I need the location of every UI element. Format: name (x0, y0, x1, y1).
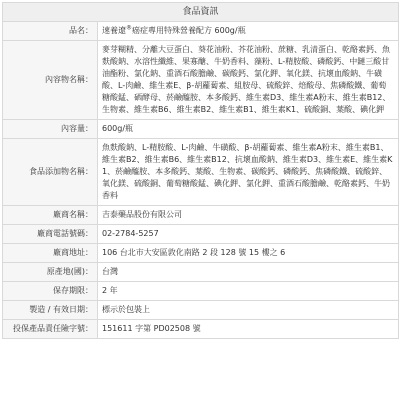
address-label: 廠商地址： (3, 244, 98, 263)
address-value: 106 台北市大安區敦化南路 2 段 128 號 15 樓之 6 (98, 244, 399, 263)
info-row-manufacturer (3, 206, 399, 225)
liability-insurance-label-text: 投保產品責任險字號 (13, 324, 85, 333)
info-row-net-weight (3, 120, 399, 139)
table-header-row (3, 3, 399, 22)
shelf-life-label-text: 保存期限 (53, 286, 85, 295)
phone-value: 02-2784-5257 (98, 225, 399, 244)
contents-value: 麥芽糊精、分離大豆蛋白、葵花油粉、芥花油粉、蔗糖、乳清蛋白、乾酪素鈣、魚麩酸鈉、水溶性纖維、果寡醣、牛奶香料、藻粉、L-精胺酸、磷酸鈣、中鏈三酸甘油酯粉、氯化鈉、重酒石酸膽鹼、碳酸鈣、氯化鉀、氧化鎂、抗壞血酸鈉、牛磺酸、L-肉鹼、維生素E、β-胡蘿蔔素、組胺母、硫酸鋅、焙酸母、焦磷酸鐵、葡萄糖酸錳、硒酵母、菸鹼醯胺、本多酸鈣、維生素D3、維生素A粉末、維生素B12、生物素、維生素B6、維生素B2、維生素B1、維生素K1、硫酸銅、葉酸、碘化鉀 (98, 41, 399, 120)
product-name-value (98, 22, 399, 41)
origin-label: 原產地(國)： (3, 263, 98, 282)
origin-label-text: 原產地(國) (46, 267, 85, 276)
contents-label: 內容物名稱： (3, 41, 98, 120)
address-label-text: 廠商地址 (53, 248, 85, 257)
info-row-liability-insurance (3, 320, 399, 339)
expiry-label: 製造 / 有效日期： (3, 301, 98, 320)
info-row-expiry (3, 301, 399, 320)
liability-insurance-value: 151611 字第 PD02508 號 (98, 320, 399, 339)
additives-label-text: 食品添加物名稱 (29, 167, 85, 176)
product-name-label: 品名： (3, 22, 98, 41)
additives-value: 魚麩酸鈉、L-精胺酸、L-肉鹼、牛磺酸、β-胡蘿蔔素、維生素A粉末、維生素B1、維生素B2、維生素B6、維生素B12、抗壞血酸鈉、維生素D3、維生素E、維生素K1、菸鹼醯胺、本多酸鈣、葉酸、生物素、碳酸鈣、磷酸鈣、焦磷酸鐵、硫酸鋅、氧化鎂、硫酸銅、葡萄糖酸錳、碘化鉀、氯化鉀、重酒石酸膽鹼、乾酪素鈣、牛奶香料 (98, 139, 399, 206)
phone-label: 廠商電話號碼： (3, 225, 98, 244)
shelf-life-label: 保存期限： (3, 282, 98, 301)
contents-label-text: 內容物名稱 (45, 75, 85, 84)
food-info-table (2, 2, 399, 339)
manufacturer-label: 廠商名稱： (3, 206, 98, 225)
info-row-shelf-life (3, 282, 399, 301)
info-row-phone (3, 225, 399, 244)
info-row-contents (3, 41, 399, 120)
net-weight-label-text: 內容量 (61, 124, 85, 133)
manufacturer-value: 吉泰藥品股份有限公司 (98, 206, 399, 225)
liability-insurance-label: 投保產品責任險字號： (3, 320, 98, 339)
info-rows (3, 41, 399, 339)
info-row-address (3, 244, 399, 263)
product-name-prefix: 速養遼 (102, 26, 126, 35)
phone-label-text: 廠商電話號碼 (37, 229, 85, 238)
net-weight-value: 600g/瓶 (98, 120, 399, 139)
additives-label: 食品添加物名稱： (3, 139, 98, 206)
registered-mark: ® (126, 24, 132, 32)
expiry-value: 標示於包裝上 (98, 301, 399, 320)
origin-value: 台灣 (98, 263, 399, 282)
row-product-name (3, 22, 399, 41)
info-row-additives (3, 139, 399, 206)
product-name-label-text: 品名 (69, 26, 85, 35)
table-header: 食品資訊 (3, 3, 399, 22)
net-weight-label: 內容量： (3, 120, 98, 139)
product-name-suffix: 癌症專用特殊營養配方 600g/瓶 (132, 26, 246, 35)
expiry-label-text: 製造 / 有效日期 (29, 305, 85, 314)
info-row-origin (3, 263, 399, 282)
shelf-life-value: 2 年 (98, 282, 399, 301)
manufacturer-label-text: 廠商名稱 (53, 210, 85, 219)
